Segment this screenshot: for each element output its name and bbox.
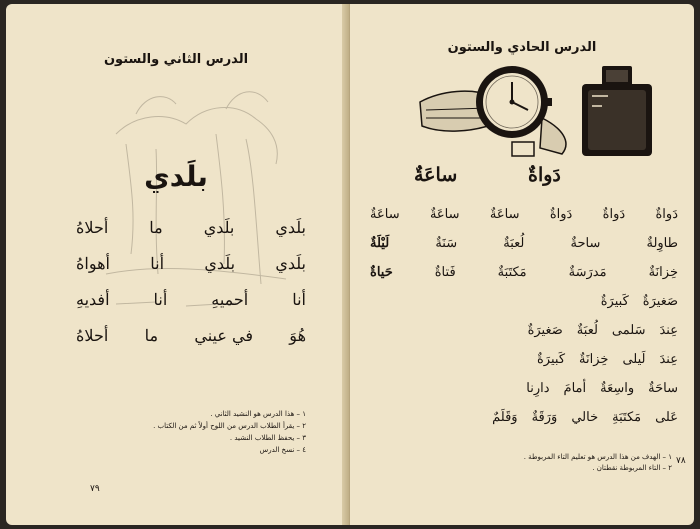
reading-word: عَلى xyxy=(655,410,678,425)
book-spread xyxy=(6,4,694,525)
reading-word: ساعَةٌ xyxy=(370,207,400,222)
reading-line xyxy=(370,374,678,403)
reading-line xyxy=(370,258,678,287)
reading-word: مَكتَبَةِ xyxy=(612,410,642,425)
note-line: ٢ – التاء المربوطة نقطتان . xyxy=(592,464,672,472)
poem-word: أحلاهُ xyxy=(76,326,109,345)
poem-word: أنا xyxy=(153,290,168,309)
poem-word: أفديهِ xyxy=(76,290,110,309)
poem-word: أهواهُ xyxy=(76,254,110,273)
poem-word: بلَدي xyxy=(203,218,235,237)
reading-word: أمامَ xyxy=(563,381,587,396)
poem-word: بلَدي xyxy=(275,218,306,237)
note-line: ٣ – يحفظ الطلاب النشيد . xyxy=(229,434,306,442)
right-page xyxy=(350,4,694,525)
reading-word: لَيلى xyxy=(622,352,646,367)
poem-word: أحميهِ xyxy=(211,290,249,309)
poem-word: هُوَ xyxy=(289,326,306,345)
reading-word: لُعبَةٌ xyxy=(503,236,525,251)
left-teacher-notes xyxy=(16,408,306,456)
left-page-number: ٧٩ xyxy=(90,484,100,494)
reading-word: لُعبَةٌ xyxy=(576,323,598,338)
reading-word: كَبيرَةٌ xyxy=(600,294,629,309)
reading-word: واسِعَةٌ xyxy=(600,381,635,396)
reading-word: سَنَةٌ xyxy=(435,236,458,251)
reading-word: خِزانَةٌ xyxy=(579,352,609,367)
poem-word: بلَدي xyxy=(204,254,236,273)
reading-word: مَكتَبَةٌ xyxy=(497,265,527,280)
reading-word: ساعَةٌ xyxy=(429,207,460,222)
reading-word: خالي xyxy=(571,410,599,425)
poem-word: أنا xyxy=(150,254,165,273)
poem-block xyxy=(76,210,306,354)
reading-block xyxy=(370,200,678,432)
reading-line xyxy=(370,316,678,345)
reading-word: دَواةٌ xyxy=(549,207,573,222)
reading-word: حَياةٌ xyxy=(370,265,393,280)
reading-word: ساحَةٌ xyxy=(648,381,678,396)
reading-word: دَواةٌ xyxy=(602,207,626,222)
reading-line xyxy=(370,200,678,229)
reading-line xyxy=(370,287,678,316)
poem-word: ما xyxy=(149,218,163,237)
reading-word: كَبيرَةٌ xyxy=(537,352,566,367)
reading-word: عِندَ xyxy=(659,352,678,367)
reading-word: صَغيرَةٌ xyxy=(642,294,678,309)
right-lesson-title: الدرس الحادي والستون xyxy=(447,40,597,55)
note-line: ١ – الهدف من هذا الدرس هو تعليم التاء المربوطة . xyxy=(523,453,672,461)
reading-word: دَواةٌ xyxy=(655,207,678,222)
reading-word: وَقَلَمٌ xyxy=(492,410,518,425)
poem-title: بلَدي xyxy=(144,160,208,193)
note-line: ٤ – نسخ الدرس xyxy=(259,446,306,454)
reading-line xyxy=(370,403,678,432)
reading-word: ساحةٌ xyxy=(570,236,601,251)
poem-line xyxy=(76,210,306,246)
poem-word: بلَدي xyxy=(275,254,306,273)
reading-word: خِزانَةٌ xyxy=(648,265,678,280)
reading-word: ساعَةٌ xyxy=(489,207,520,222)
poem-word: أنا xyxy=(292,290,306,309)
reading-line xyxy=(370,345,678,374)
poem-word: في عيني xyxy=(194,326,253,345)
reading-line xyxy=(370,229,678,258)
watch-and-inkwell-illustration xyxy=(412,62,662,162)
left-page xyxy=(6,4,346,525)
note-line: ٢ – يقرأ الطلاب الدرس من اللوح أولاً ثم من الكتاب . xyxy=(153,422,306,430)
reading-word: صَغيرَةٌ xyxy=(527,323,563,338)
poem-line xyxy=(76,246,306,282)
vocab-word: ساعَةٌ xyxy=(414,164,458,186)
right-page-number: ٧٨ xyxy=(676,456,686,466)
reading-word: طاوِلةٌ xyxy=(646,236,678,251)
reading-word: مَدرَسَةٌ xyxy=(568,265,607,280)
reading-word: عِندَ xyxy=(659,323,678,338)
reading-word: دارِنا xyxy=(526,381,550,396)
left-lesson-title: الدرس الثاني والستون xyxy=(103,52,249,67)
poem-line xyxy=(76,282,306,318)
reading-word: وَرَقَةٌ xyxy=(531,410,558,425)
vocab-word: دَواةٌ xyxy=(528,164,561,186)
right-teacher-notes xyxy=(372,452,672,474)
poem-word: ما xyxy=(144,326,159,345)
reading-word: لَيْلَةٌ xyxy=(370,236,390,251)
poem-line xyxy=(76,318,306,354)
poem-word: أحلاهُ xyxy=(76,218,109,237)
reading-word: فَتاةٌ xyxy=(434,265,456,280)
reading-word: سَلمى xyxy=(611,323,646,338)
note-line: ١ – هذا الدرس هو النشيد الثاني . xyxy=(210,410,306,418)
